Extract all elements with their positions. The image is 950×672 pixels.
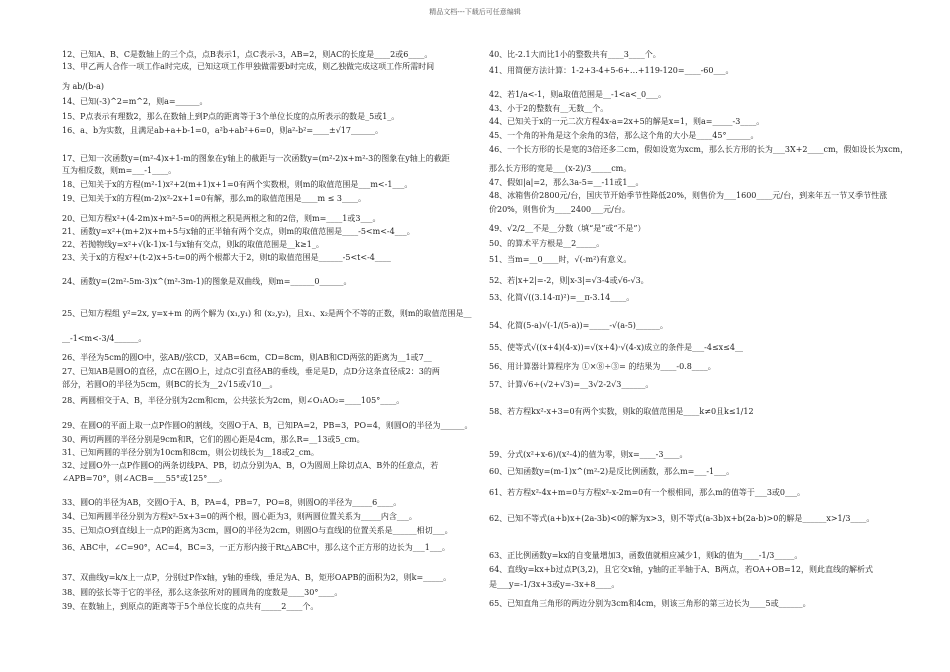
question-line: 31、已知两圆的半径分别为10cm和8cm，则公切线长为__18或2_cm。 bbox=[62, 448, 319, 457]
question-line: __-1<m<-3/4______。 bbox=[62, 334, 147, 343]
question-line: 29、在圆O的平面上取一点P作圆O的割线，交圆O于A、B，已知PA=2，PB=3，PO=4，则圆O的半径为______。 bbox=[62, 421, 473, 430]
question-line: 50、的算术平方根是__2_____。 bbox=[489, 239, 605, 248]
question-line: 17、已知一次函数y=(m²-4)x+1-m的图象在y轴上的截距与一次函数y=(m²-2)x+m²-3的图象在y轴上的截距 bbox=[62, 154, 450, 163]
question-line: 为 ab/(b-a) bbox=[62, 82, 104, 91]
question-line: 19、已知关于x的方程(m-2)x²-2x+1=0有解，那么m的取值范围是____m ≤ 3____。 bbox=[62, 194, 366, 203]
question-line: 25、已知方程组 y²=2x, y=x+m 的两个解为 (x₁,y₁) 和 (x₂,y₂)，且x₁、x₂是两个不等的正数，则m的取值范围是__ bbox=[62, 309, 472, 318]
question-line: 40、比-2.1大而比1小的整数共有____3____个。 bbox=[489, 50, 661, 59]
question-line: 35、已知点O到直线l上一点P的距离为3cm，圆O的半径为2cm，则圆O与直线l的位置关系是______相切___。 bbox=[62, 526, 453, 535]
question-line: 24、函数y=(2m²-5m-3)x^(m²-3m-1)的图象是双曲线，则m=______0______。 bbox=[62, 277, 352, 286]
question-line: 49、√2/2__不是__分数（填“是”或“不是”） bbox=[489, 224, 646, 233]
question-line: 是___y=-1/3x+3或y=-3x+8____。 bbox=[489, 580, 620, 589]
question-line: 59、分式(x²+x-6)/(x²-4)的值为零，则x=____-3____。 bbox=[489, 450, 688, 459]
question-line: 那么长方形的宽是___(x-2)/3_____cm。 bbox=[489, 164, 632, 173]
question-line: 54、化简(5-a)√(-1/(5-a))=_____-√(a-5)______。 bbox=[489, 321, 668, 330]
question-line: 57、计算√6÷(√2+√3)=__3√2-2√3______。 bbox=[489, 380, 654, 389]
question-line: 38、圆的弦长等于它的半径，那么这条弦所对的圆周角的度数是____30°____。 bbox=[62, 588, 343, 597]
question-line: 34、已知两圆半径分别为方程x²-5x+3=0的两个根，圆心距为3，则两圆位置关系为_____内含___。 bbox=[62, 512, 417, 521]
question-line: 58、若方程kx²-x+3=0有两个实数，则k的取值范围是____k≠0且k≤1/12 bbox=[489, 407, 754, 416]
question-line: 46、一个长方形的长是宽的3倍还多二cm，假如设宽为xcm，那么长方形的长为___3X+2____cm，假如设长为xcm， bbox=[489, 145, 909, 154]
question-line: 21、函数y=x²+(m+2)x+m+5与x轴的正半轴有两个交点，则m的取值范围是____-5<m<-4___。 bbox=[62, 227, 415, 236]
question-line: 56、用计算器计算程序为 ①×⑧÷③= 的结果为____-0.8____。 bbox=[489, 362, 716, 371]
question-line: 63、正比例函数y=kx的自变量增加3，函数值就相应减少1，则k的值为____-1/3_____。 bbox=[489, 551, 803, 560]
question-line: 64、直线y=kx+b过点P(3,2)，且它交x轴，y轴的正半轴于A、B两点，若OA+OB=12，则此直线的解析式 bbox=[489, 565, 873, 574]
question-line: 41、用简便方法计算：1-2+3-4+5-6+…+119-120=____-60___。 bbox=[489, 66, 734, 75]
question-line: 部分，若圆O的半径为5cm，则BC的长为__2√15或√10__。 bbox=[62, 380, 278, 389]
question-line: 60、已知函数y=(m-1)x^(m²-2)是反比例函数，那么m=___-1___。 bbox=[489, 467, 735, 476]
question-line: 28、两圆相交于A、B，半径分别为2cm和cm，公共弦长为2cm，则∠O₁AO₂=____105°____。 bbox=[62, 396, 405, 405]
question-line: 18、已知关于x的方程(m²-1)x²+2(m+1)x+1=0有两个实数根，则m的取值范围是___m<-1___。 bbox=[62, 180, 413, 189]
question-line: 45、一个角的补角是这个余角的3倍，那么这个角的大小是____45°______。 bbox=[489, 131, 759, 140]
question-line: 42、若1/a<-1，则a取值范围是__-1<a<_0___。 bbox=[489, 90, 667, 99]
question-line: 20、已知方程x²+(4-2m)x+m²-5=0的两根之积是两根之和的2倍，则m=____1或3___。 bbox=[62, 214, 381, 223]
question-line: 53、化简√((3.14-π)²)=__π-3.14____。 bbox=[489, 293, 635, 302]
question-line: 30、两切两圆的半径分别是9cm和R，它们的圆心距是4cm，那么R=__13或5_cm。 bbox=[62, 435, 365, 444]
question-line: 44、已知关于x的一元二次方程4x-a=2x+5的解是x=1，则a=_____-3____。 bbox=[489, 117, 765, 126]
question-line: 51、当m=__0____时，√(-m²)有意义。 bbox=[489, 255, 632, 264]
question-line: ∠APB=70°，则∠ACB=___55°或125°___。 bbox=[62, 474, 228, 483]
question-line: 14、已知(-3)^2=m^2，则a=______。 bbox=[62, 97, 208, 106]
question-line: 互为相反数，则m=___-1____。 bbox=[62, 166, 177, 175]
question-line: 36、ABC中，∠C=90°，AC=4，BC=3，一正方形内接于Rt△ABC中，那么这个正方形的边长为___1___。 bbox=[62, 543, 450, 552]
question-line: 43、小于2的整数有__无数__个。 bbox=[489, 104, 609, 113]
question-line: 52、若|x+2|=-2，则|x-3|=√3-4或√6-√3。 bbox=[489, 276, 649, 285]
question-line: 27、已知AB是圆O的直径，点C在圆O上，过点C引直径AB的垂线，垂足是D，点D分这条直径成2：3的两 bbox=[62, 367, 440, 376]
question-line: 22、若抛物线y=x²+√(k-1)x-1与x轴有交点，则k的取值范围是__k≥1_。 bbox=[62, 240, 324, 249]
question-line: 15、P点表示有理数2，那么在数轴上到P点的距离等于3个单位长度的点所表示的数是_5或1_。 bbox=[62, 112, 400, 121]
question-line: 61、若方程x²-4x+m=0与方程x²-x-2m=0有一个根相同，那么m的值等于___3或0___。 bbox=[489, 488, 806, 497]
question-line: 37、双曲线y=k/x上一点P，分别过P作x轴，y轴的垂线，垂足为A、B，矩形OAPB的面积为2，则k=_____。 bbox=[62, 573, 452, 582]
question-line: 55、使等式√((x+4)(4-x))=√(x+4)·√(4-x)成立的条件是___-4≤x≤4__ bbox=[489, 343, 743, 352]
question-line: 价20%，则售价为____2400___元/台。 bbox=[489, 205, 630, 214]
question-line: 32、过圆O外一点P作圆O的两条切线PA、PB，切点分别为A、B，O为圆周上除切点A、B外的任意点，若 bbox=[62, 461, 439, 470]
question-line: 39、在数轴上，到原点的距离等于5个单位长度的点共有_____2____个。 bbox=[62, 602, 319, 611]
question-line: 47、假如|a|=2，那么3a-5=__-11或1__。 bbox=[489, 178, 644, 187]
question-line: 12、已知A、B、C是数轴上的三个点，点B表示1，点C表示-3，AB=2，则AC的长度是____2或6____。 bbox=[62, 50, 433, 59]
question-line: 23、关于x的方程x²+(t-2)x+5-t=0的两个根都大于2，则t的取值范围是______-5<t<-4____ bbox=[62, 253, 391, 262]
question-line: 48、冰箱售价2800元/台，国庆节开始季节性降低20%，则售价为___1600____元/台，到来年五一节又季节性涨 bbox=[489, 191, 888, 200]
question-line: 62、已知不等式(a+b)x+(2a-3b)<0的解为x>3，则不等式(a-3b)x+b(2a-b)>0的解是______x>1/3____。 bbox=[489, 514, 875, 523]
question-line: 26、半径为5cm的圆O中，弦AB//弦CD，又AB=6cm，CD=8cm，则AB和CD两弦的距离为__1或7__ bbox=[62, 353, 432, 362]
question-line: 16、a、b为实数，且满足ab+a+b-1=0，a²b+ab²+6=0，则a²-b²=____±√17______。 bbox=[62, 126, 384, 135]
question-line: 13、甲乙两人合作一项工作a时完成，已知这项工作甲独做需要b时完成，则乙独做完成这项工作所需时间 bbox=[62, 62, 435, 71]
page-header: 精品文档---下载后可任意编辑 bbox=[429, 8, 521, 16]
question-line: 65、已知直角三角形的两边分别为3cm和4cm，则该三角形的第三边长为____5或______。 bbox=[489, 599, 811, 608]
question-line: 33、圆O的半径为AB，交圆O于A、B，PA=4，PB=7，PO=8，则圆O的半径为_____6____。 bbox=[62, 498, 402, 507]
